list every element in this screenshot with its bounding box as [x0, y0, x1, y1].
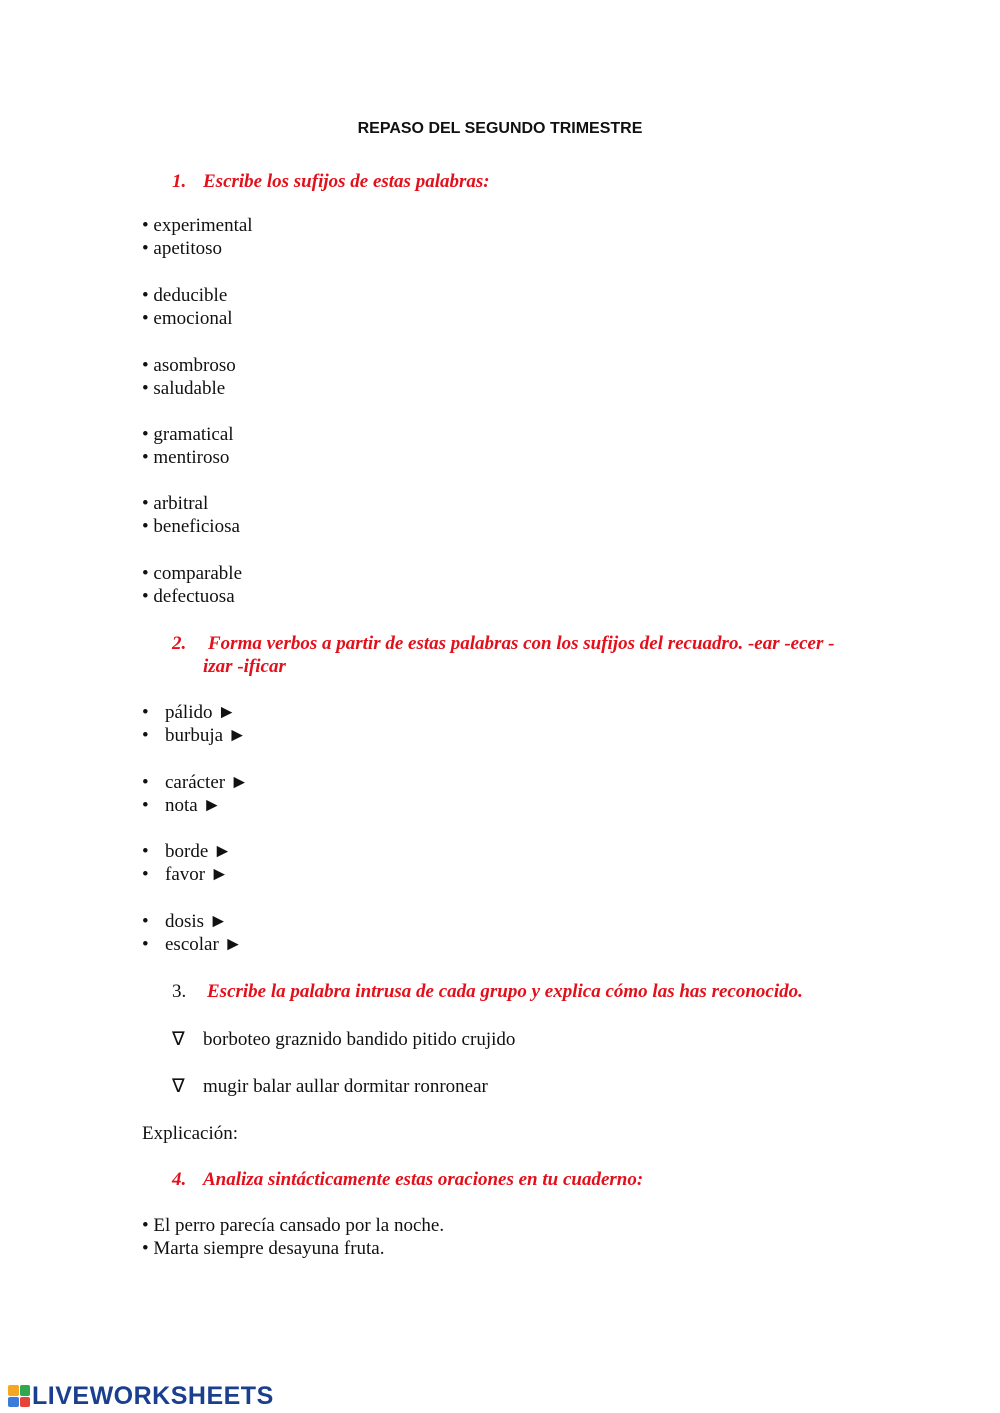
sentence-2 [142, 1237, 384, 1260]
section-1-number: 1. [172, 171, 187, 192]
word-text: gramatical [153, 424, 234, 445]
suffix-word-item [142, 214, 253, 237]
page-title: REPASO DEL SEGUNDO TRIMESTRE [357, 120, 643, 137]
bullet: • [142, 563, 149, 584]
suffix-word-item [142, 423, 234, 446]
word-text: dosis [165, 911, 205, 932]
bullet: • [142, 447, 149, 468]
bullet: • [142, 586, 149, 607]
arrow-right-icon: ► [217, 702, 237, 723]
verb-word-item [142, 724, 247, 747]
sentence-text: Marta siempre desayuna fruta. [153, 1238, 385, 1259]
word-text: experimental [153, 215, 253, 236]
arrow-right-icon: ► [223, 934, 243, 955]
sentence-text: El perro parecía cansado por la noche. [153, 1215, 445, 1236]
suffix-word-item [142, 585, 235, 608]
brand-name: LIVEWORKSHEETS [32, 1381, 274, 1410]
section-1-heading-text: Escribe los sufijos de estas palabras: [203, 171, 490, 192]
bullet: • [142, 795, 149, 816]
word-text: defectuosa [153, 586, 235, 607]
logo-tile-1 [8, 1385, 19, 1396]
arrow-right-icon: ► [209, 864, 229, 885]
section-3-heading-text: Escribe la palabra intrusa de cada grupo y explica cómo las has reconocido. [207, 981, 803, 1002]
bullet: • [142, 702, 149, 723]
word-text: burbuja [165, 725, 224, 746]
word-text: nota [165, 795, 198, 816]
suffix-word-item [142, 354, 236, 377]
explanation-label: Explicación: [142, 1123, 239, 1144]
logo-grid-icon [8, 1385, 30, 1407]
section-3-group-2 [172, 1075, 488, 1098]
arrow-right-icon: ► [208, 911, 228, 932]
nabla-symbol: ∇ [172, 1076, 185, 1097]
arrow-right-icon: ► [213, 841, 232, 862]
bullet: • [142, 934, 149, 955]
section-4-number: 4. [172, 1169, 187, 1190]
bullet: • [142, 285, 149, 306]
suffix-word-item [142, 515, 240, 538]
bullet: • [142, 493, 149, 514]
section-4-heading-text: Analiza sintácticamente estas oraciones en tu cuaderno: [203, 1169, 644, 1190]
suffix-word-item [142, 307, 233, 330]
bullet: • [142, 378, 149, 399]
logo-tile-3 [8, 1397, 19, 1408]
arrow-right-icon: ► [229, 772, 249, 793]
word-text: emocional [153, 308, 233, 329]
word-text: carácter [165, 772, 226, 793]
verb-word-item [142, 910, 228, 933]
bullet: • [142, 215, 149, 236]
verb-word-item [142, 794, 221, 817]
word-text: asombroso [153, 355, 236, 376]
section-4-heading [172, 1168, 842, 1191]
word-text: escolar [165, 934, 219, 955]
verb-word-item [142, 933, 242, 956]
word-text: saludable [153, 378, 226, 399]
sentence-1 [142, 1214, 444, 1237]
group-words: borboteo graznido bandido pitido crujido [203, 1029, 516, 1050]
bullet: • [142, 911, 149, 932]
word-text: beneficiosa [153, 516, 240, 537]
bullet: • [142, 725, 149, 746]
section-3-number: 3. [172, 981, 187, 1002]
section-3-heading [172, 980, 842, 1003]
verb-word-item [142, 701, 236, 724]
section-1-heading [172, 170, 842, 193]
suffix-word-item [142, 446, 229, 469]
arrow-right-icon: ► [227, 725, 247, 746]
suffix-word-item [142, 377, 225, 400]
nabla-symbol: ∇ [172, 1029, 185, 1050]
logo-tile-2 [20, 1385, 31, 1396]
liveworksheets-logo [8, 1381, 274, 1411]
word-text: mentiroso [153, 447, 230, 468]
word-text: comparable [153, 563, 243, 584]
word-text: favor [165, 864, 206, 885]
verb-word-item [142, 863, 229, 886]
suffix-word-item [142, 562, 242, 585]
section-2-heading [172, 632, 842, 678]
word-text: pálido [165, 702, 213, 723]
section-2-heading-text: Forma verbos a partir de estas palabras con los sufijos del recuadro. -ear -ecer -izar -ificar [203, 633, 835, 677]
verb-word-item [142, 771, 249, 794]
word-text: borde [165, 841, 209, 862]
bullet: • [142, 355, 149, 376]
suffix-word-item [142, 237, 222, 260]
bullet: • [142, 841, 149, 862]
suffix-word-item [142, 284, 227, 307]
arrow-right-icon: ► [202, 795, 222, 816]
bullet: • [142, 308, 149, 329]
bullet: • [142, 1215, 149, 1236]
verb-word-item [142, 840, 232, 863]
bullet: • [142, 864, 149, 885]
word-text: deducible [153, 285, 228, 306]
bullet: • [142, 1238, 149, 1259]
bullet: • [142, 238, 149, 259]
bullet: • [142, 516, 149, 537]
logo-tile-4 [20, 1397, 31, 1408]
bullet: • [142, 424, 149, 445]
word-text: arbitral [153, 493, 209, 514]
section-3-group-1 [172, 1028, 515, 1051]
group-words: mugir balar aullar dormitar ronronear [203, 1076, 488, 1097]
suffix-word-item [142, 492, 208, 515]
section-2-number: 2. [172, 633, 187, 654]
bullet: • [142, 772, 149, 793]
word-text: apetitoso [153, 238, 223, 259]
